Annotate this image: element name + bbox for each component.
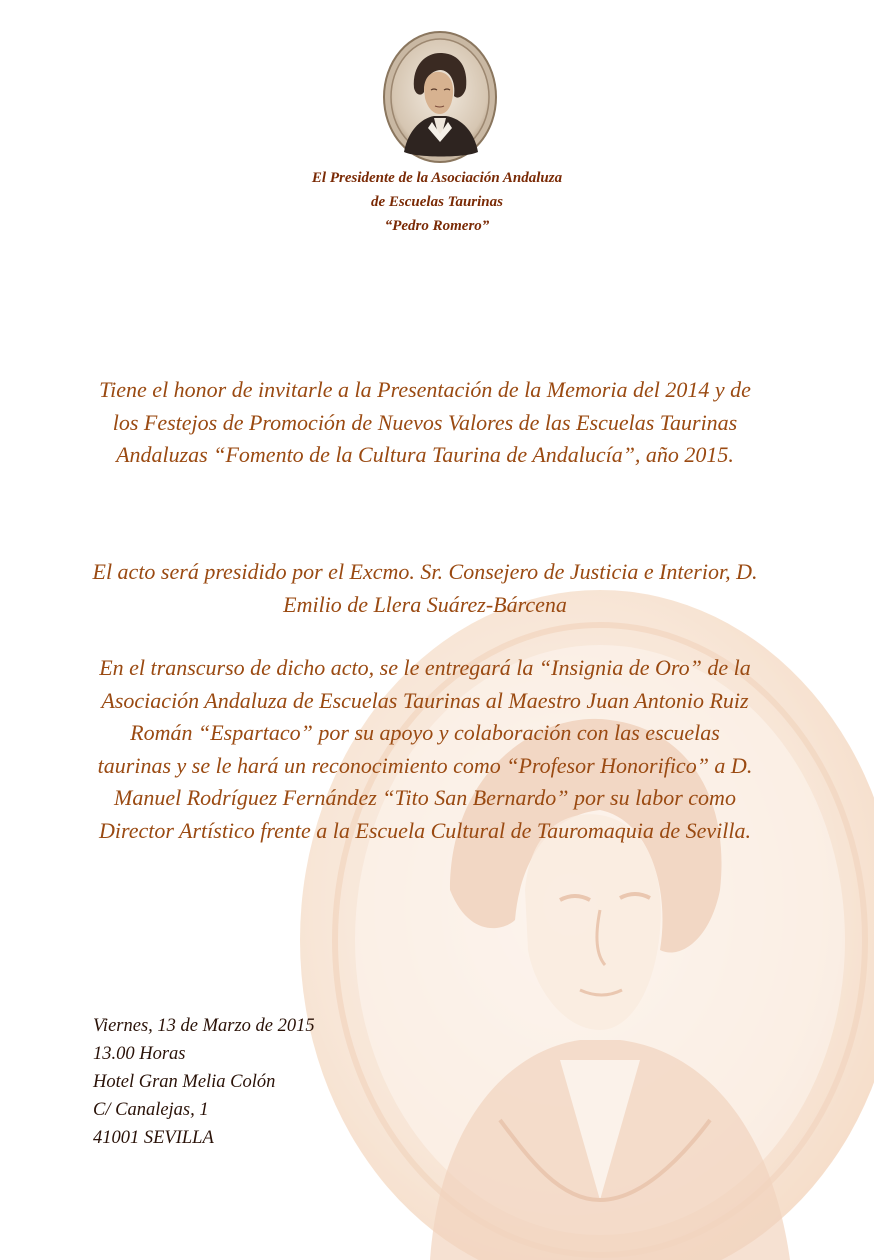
event-street: C/ Canalejas, 1 bbox=[93, 1100, 209, 1120]
event-time: 13.00 Horas bbox=[93, 1044, 186, 1064]
invitation-paragraph-1: Tiene el honor de invitarle a la Presentación de la Memoria del 2014 y de los Festejos de Promoción de Nuevos Valores de las Escuelas Taurinas Andaluzas “Fomento de la Cultura Taurina de Andalucía”, año 2015. bbox=[99, 377, 751, 467]
header-line-3: “Pedro Romero” bbox=[384, 218, 490, 234]
event-date: Viernes, 13 de Marzo de 2015 bbox=[93, 1016, 315, 1036]
event-details bbox=[93, 1012, 315, 1152]
invitation-paragraph-2: El acto será presidido por el Excmo. Sr. Consejero de Justicia e Interior, D. Emilio de Llera Suárez-Bárcena bbox=[92, 559, 758, 617]
invitation-paragraph-3: En el transcurso de dicho acto, se le entregará la “Insignia de Oro” de la Asociación Andaluza de Escuelas Taurinas al Maestro Juan Antonio Ruiz Román “Espartaco” por su apoyo y colaboración con las escuelas taurinas y se le hará un reconocimiento como “Profesor Honorifico” a D. Manuel Rodríguez Fernández “Tito San Bernardo” por su labor como Director Artístico frente a la Escuela Cultural de Tauromaquia de Sevilla. bbox=[97, 655, 753, 843]
header-line-1: El Presidente de la Asociación Andaluza bbox=[311, 170, 563, 186]
header-title bbox=[0, 166, 874, 238]
header-line-2: de Escuelas Taurinas bbox=[371, 194, 503, 210]
event-venue: Hotel Gran Melia Colón bbox=[93, 1072, 276, 1092]
event-city: 41001 SEVILLA bbox=[93, 1128, 214, 1148]
portrait-medallion bbox=[382, 30, 498, 164]
